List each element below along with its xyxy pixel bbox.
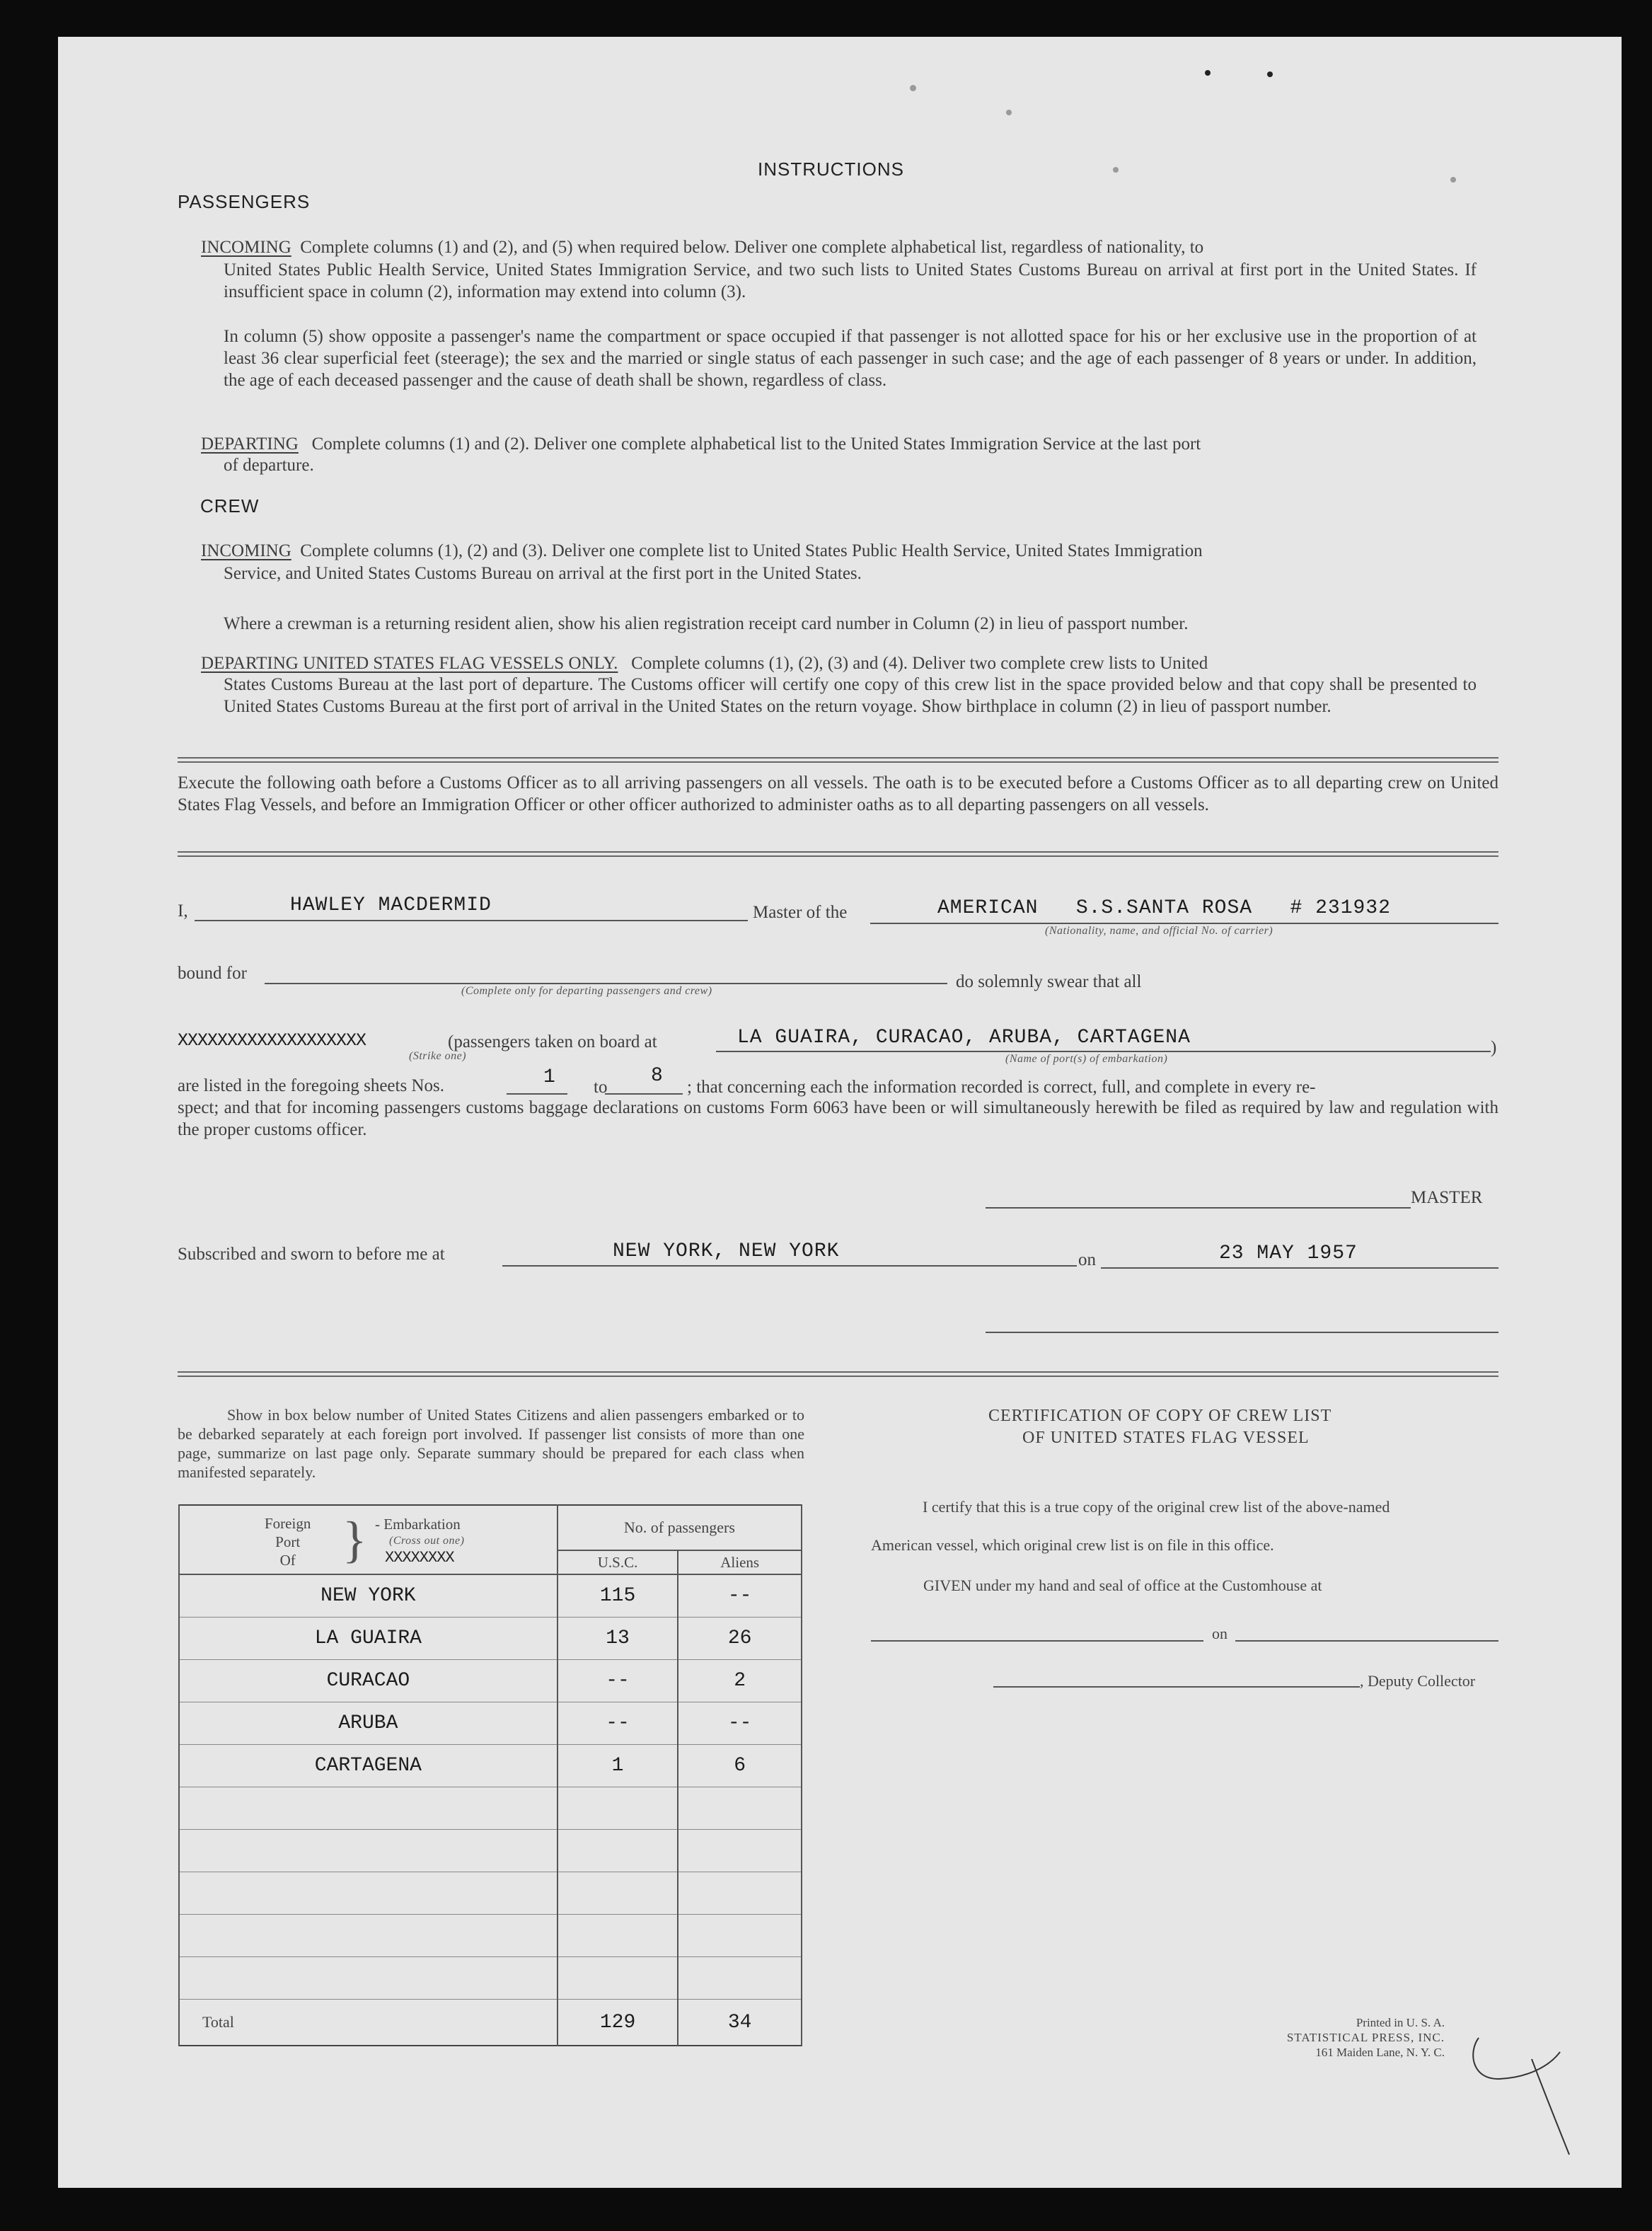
close-paren: ) bbox=[1491, 1038, 1497, 1057]
master-name: HAWLEY MACDERMID bbox=[290, 894, 492, 916]
brace-glyph: } bbox=[342, 1511, 367, 1568]
sworn-place: NEW YORK, NEW YORK bbox=[613, 1240, 840, 1262]
listed-rest-2: spect; and that for incoming passengers customs baggage declarations on customs Form 6063 have been or will simultaneously herewith be filed as required by law and regulation with the proper customs officer. bbox=[178, 1098, 1498, 1139]
empty-row bbox=[179, 1787, 802, 1830]
aliens-cell: 6 bbox=[678, 1745, 802, 1787]
table-row bbox=[179, 1660, 802, 1702]
printer-line1: Printed in U. S. A. bbox=[1356, 2016, 1445, 2029]
bound-for-caption: (Complete only for departing passengers and crew) bbox=[461, 985, 712, 997]
section-divider bbox=[178, 757, 1498, 763]
empty-cell bbox=[678, 1787, 802, 1830]
crew-incoming-label: INCOMING bbox=[201, 541, 291, 560]
printer-imprint bbox=[1266, 2015, 1445, 2060]
strike-caption: (Strike one) bbox=[409, 1050, 467, 1062]
empty-row bbox=[179, 1830, 802, 1872]
certification-on-label: on bbox=[1212, 1625, 1228, 1642]
master-of-label: Master of the bbox=[753, 903, 848, 922]
printer-line2: STATISTICAL PRESS, INC. bbox=[1286, 2031, 1445, 2044]
crew-departing-line bbox=[201, 652, 1208, 674]
officer-signature-line bbox=[986, 1332, 1498, 1333]
listed-rest-1: ; that concerning each the information recorded is correct, full, and complete in every re- bbox=[687, 1078, 1316, 1097]
usc-cell: -- bbox=[558, 1660, 678, 1702]
port-cell: CURACAO bbox=[179, 1660, 558, 1702]
sworn-place-line bbox=[502, 1265, 1077, 1267]
crew-departing-label: DEPARTING UNITED STATES FLAG VESSELS ONLY. bbox=[201, 654, 618, 673]
empty-cell bbox=[558, 1830, 678, 1872]
dust-speck bbox=[1113, 167, 1119, 173]
swear-label: do solemnly swear that all bbox=[956, 972, 1142, 991]
sworn-on-label: on bbox=[1078, 1250, 1096, 1269]
customhouse-line bbox=[871, 1640, 1203, 1642]
empty-cell bbox=[558, 1872, 678, 1915]
to-label: to bbox=[594, 1078, 608, 1097]
table-row bbox=[179, 1745, 802, 1787]
embarkation-ports: LA GUAIRA, CURACAO, ARUBA, CARTAGENA bbox=[737, 1027, 1191, 1049]
ports-line bbox=[716, 1051, 1491, 1052]
certify-line2: American vessel, which original crew list is on file in this office. bbox=[871, 1536, 1274, 1554]
sheet-to: 8 bbox=[651, 1065, 664, 1087]
master-signature-line bbox=[986, 1207, 1411, 1209]
crew-departing-rest: States Customs Bureau at the last port of departure. The Customs officer will certify one copy of this crew list in the space provided below and that copy shall be presented to United States Customs Bureau at the first port of arrival in the United States on the return voyage. Show birthplace in column (2) in lieu of passport number. bbox=[224, 675, 1477, 716]
empty-row bbox=[179, 1872, 802, 1915]
usc-cell: 115 bbox=[558, 1574, 678, 1618]
carrier-value: AMERICAN S.S.SANTA ROSA # 231932 bbox=[937, 897, 1391, 919]
total-label: Total bbox=[179, 2000, 558, 2046]
sheet-from-line bbox=[507, 1093, 567, 1095]
crew-incoming-line bbox=[201, 540, 1203, 562]
certification-date-line bbox=[1235, 1640, 1498, 1642]
passengers-departing-line1: Complete columns (1) and (2). Deliver one complete alphabetical list to the United States Immigration Service at the last port bbox=[311, 434, 1201, 454]
aliens-cell: -- bbox=[678, 1702, 802, 1745]
passenger-summary-table bbox=[178, 1504, 802, 2046]
section-divider bbox=[178, 1371, 1498, 1377]
empty-cell bbox=[179, 1787, 558, 1830]
deputy-signature-line bbox=[993, 1686, 1360, 1688]
header-port: Port bbox=[275, 1533, 301, 1550]
ports-caption: (Name of port(s) of embarkation) bbox=[1005, 1053, 1168, 1065]
oath-i-label: I, bbox=[178, 901, 188, 921]
passengers-incoming-rest: United States Public Health Service, United States Immigration Service, and two such lists to United States Customs Bureau on arrival at first port in the United States. If insufficient space in column (2), information may extend into column (3). bbox=[224, 260, 1477, 301]
sheet-from: 1 bbox=[543, 1066, 556, 1088]
pen-mark bbox=[1465, 2010, 1578, 2172]
bound-for-line bbox=[265, 983, 947, 984]
embarkation-header bbox=[375, 1516, 464, 1567]
aliens-cell: 2 bbox=[678, 1660, 802, 1702]
listed-label: are listed in the foregoing sheets Nos. bbox=[178, 1076, 444, 1095]
empty-row bbox=[179, 1957, 802, 2000]
empty-cell bbox=[179, 1957, 558, 2000]
table-row bbox=[179, 1574, 802, 1618]
empty-cell bbox=[678, 1915, 802, 1957]
usc-cell: -- bbox=[558, 1702, 678, 1745]
passengers-column5-text: In column (5) show opposite a passenger's name the compartment or space occupied if that passenger is not allotted space for his or her exclusive use in the proportion of at least 36 clear superficial feet (steerage); the sex and the married or single status of each passenger in such case; and the age of each passenger of 8 years or under. In addition, the age of each deceased passenger and the cause of death shall be shown, regardless of class. bbox=[224, 327, 1477, 390]
oath-instructions: Execute the following oath before a Customs Officer as to all arriving passengers on all vessels. The oath is to be executed before a Customs Officer as to all departing crew on United States Flag Vessels, and before an Immigration Officer or other officer authorized to administer oaths as to all departing passengers on all vessels. bbox=[178, 773, 1498, 814]
carrier-line bbox=[870, 923, 1498, 924]
dust-speck bbox=[910, 85, 916, 91]
ink-speck bbox=[1205, 70, 1211, 76]
table-row bbox=[179, 1618, 802, 1660]
empty-cell bbox=[558, 1957, 678, 2000]
passengers-incoming-line bbox=[201, 236, 1203, 258]
total-usc: 129 bbox=[558, 2000, 678, 2046]
master-name-line bbox=[195, 920, 748, 921]
dust-speck bbox=[1006, 110, 1012, 115]
bound-for-label: bound for bbox=[178, 964, 247, 983]
certification-title-line1: CERTIFICATION OF COPY OF CREW LIST bbox=[988, 1407, 1332, 1425]
header-port-cell bbox=[179, 1505, 558, 1574]
total-aliens: 34 bbox=[678, 2000, 802, 2046]
taken-on-board-label: (passengers taken on board at bbox=[448, 1032, 657, 1051]
carrier-caption: (Nationality, name, and official No. of carrier) bbox=[1045, 925, 1273, 937]
table-row bbox=[179, 1702, 802, 1745]
empty-cell bbox=[179, 1915, 558, 1957]
certify-line1: I certify that this is a true copy of the original crew list of the above-named bbox=[923, 1498, 1390, 1516]
passengers-departing-rest: of departure. bbox=[224, 456, 314, 475]
deputy-collector-label: , Deputy Collector bbox=[1360, 1672, 1476, 1690]
sworn-date: 23 MAY 1957 bbox=[1219, 1243, 1358, 1264]
printer-line3: 161 Maiden Lane, N. Y. C. bbox=[1315, 2046, 1445, 2059]
empty-cell bbox=[558, 1915, 678, 1957]
passengers-departing-label: DEPARTING bbox=[201, 434, 299, 454]
summary-note: Show in box below number of United States Citizens and alien passengers embarked or to be debarked separately at each foreign port involved. If passenger list consists of more than one page, summarize on last page only. Separate summary should be prepared for each class when manifested separately. bbox=[178, 1406, 804, 1481]
header-cross-out: (Cross out one) bbox=[389, 1535, 465, 1547]
empty-cell bbox=[179, 1872, 558, 1915]
struck-out-text: XXXXXXXXXXXXXXXXXXX bbox=[178, 1030, 366, 1051]
col-aliens-header: Aliens bbox=[678, 1550, 802, 1574]
aliens-cell: -- bbox=[678, 1574, 802, 1618]
master-label: MASTER bbox=[1411, 1188, 1483, 1207]
sworn-date-line bbox=[1101, 1267, 1498, 1269]
port-cell: NEW YORK bbox=[179, 1574, 558, 1618]
ink-speck bbox=[1267, 71, 1273, 77]
certification-title-line2: OF UNITED STATES FLAG VESSEL bbox=[1022, 1429, 1310, 1447]
passengers-departing-line bbox=[201, 433, 1201, 455]
given-text: GIVEN under my hand and seal of office at the Customhouse at bbox=[923, 1576, 1322, 1594]
empty-row bbox=[179, 1915, 802, 1957]
empty-cell bbox=[558, 1787, 678, 1830]
empty-cell bbox=[678, 1957, 802, 2000]
section-divider bbox=[178, 851, 1498, 857]
sheet-to-line bbox=[605, 1093, 683, 1095]
crew-departing-line1: Complete columns (1), (2), (3) and (4). Deliver two complete crew lists to United bbox=[631, 654, 1208, 673]
empty-cell bbox=[678, 1872, 802, 1915]
empty-cell bbox=[179, 1830, 558, 1872]
instructions-title: INSTRUCTIONS bbox=[758, 158, 904, 180]
dust-speck bbox=[1450, 177, 1456, 183]
subscribed-label: Subscribed and sworn to before me at bbox=[178, 1245, 445, 1264]
crew-incoming-line1: Complete columns (1), (2) and (3). Deliver one complete list to United States Public Health Service, United States Immigration bbox=[300, 541, 1203, 560]
passengers-incoming-label: INCOMING bbox=[201, 238, 291, 257]
usc-cell: 1 bbox=[558, 1745, 678, 1787]
foreign-port-of bbox=[265, 1514, 311, 1569]
port-cell: LA GUAIRA bbox=[179, 1618, 558, 1660]
header-of: Of bbox=[279, 1552, 296, 1569]
aliens-cell: 26 bbox=[678, 1618, 802, 1660]
crew-incoming-rest: Service, and United States Customs Bureau on arrival at the first port in the United States. bbox=[224, 564, 862, 583]
header-foreign: Foreign bbox=[265, 1515, 311, 1532]
header-no-passengers: No. of passengers bbox=[558, 1505, 802, 1550]
passengers-incoming-line1: Complete columns (1) and (2), and (5) when required below. Deliver one complete alphabetical list, regardless of nationality, to bbox=[300, 238, 1204, 257]
crew-alien-note: Where a crewman is a returning resident alien, show his alien registration receipt card number in Column (2) in lieu of passport number. bbox=[224, 614, 1189, 633]
port-cell: CARTAGENA bbox=[179, 1745, 558, 1787]
col-usc-header: U.S.C. bbox=[558, 1550, 678, 1574]
empty-cell bbox=[678, 1830, 802, 1872]
header-struck: XXXXXXXX bbox=[385, 1549, 454, 1567]
usc-cell: 13 bbox=[558, 1618, 678, 1660]
header-embarkation: - Embarkation bbox=[375, 1516, 461, 1533]
crew-heading: CREW bbox=[200, 495, 260, 517]
total-row bbox=[179, 2000, 802, 2046]
passengers-heading: PASSENGERS bbox=[178, 191, 311, 212]
port-cell: ARUBA bbox=[179, 1702, 558, 1745]
